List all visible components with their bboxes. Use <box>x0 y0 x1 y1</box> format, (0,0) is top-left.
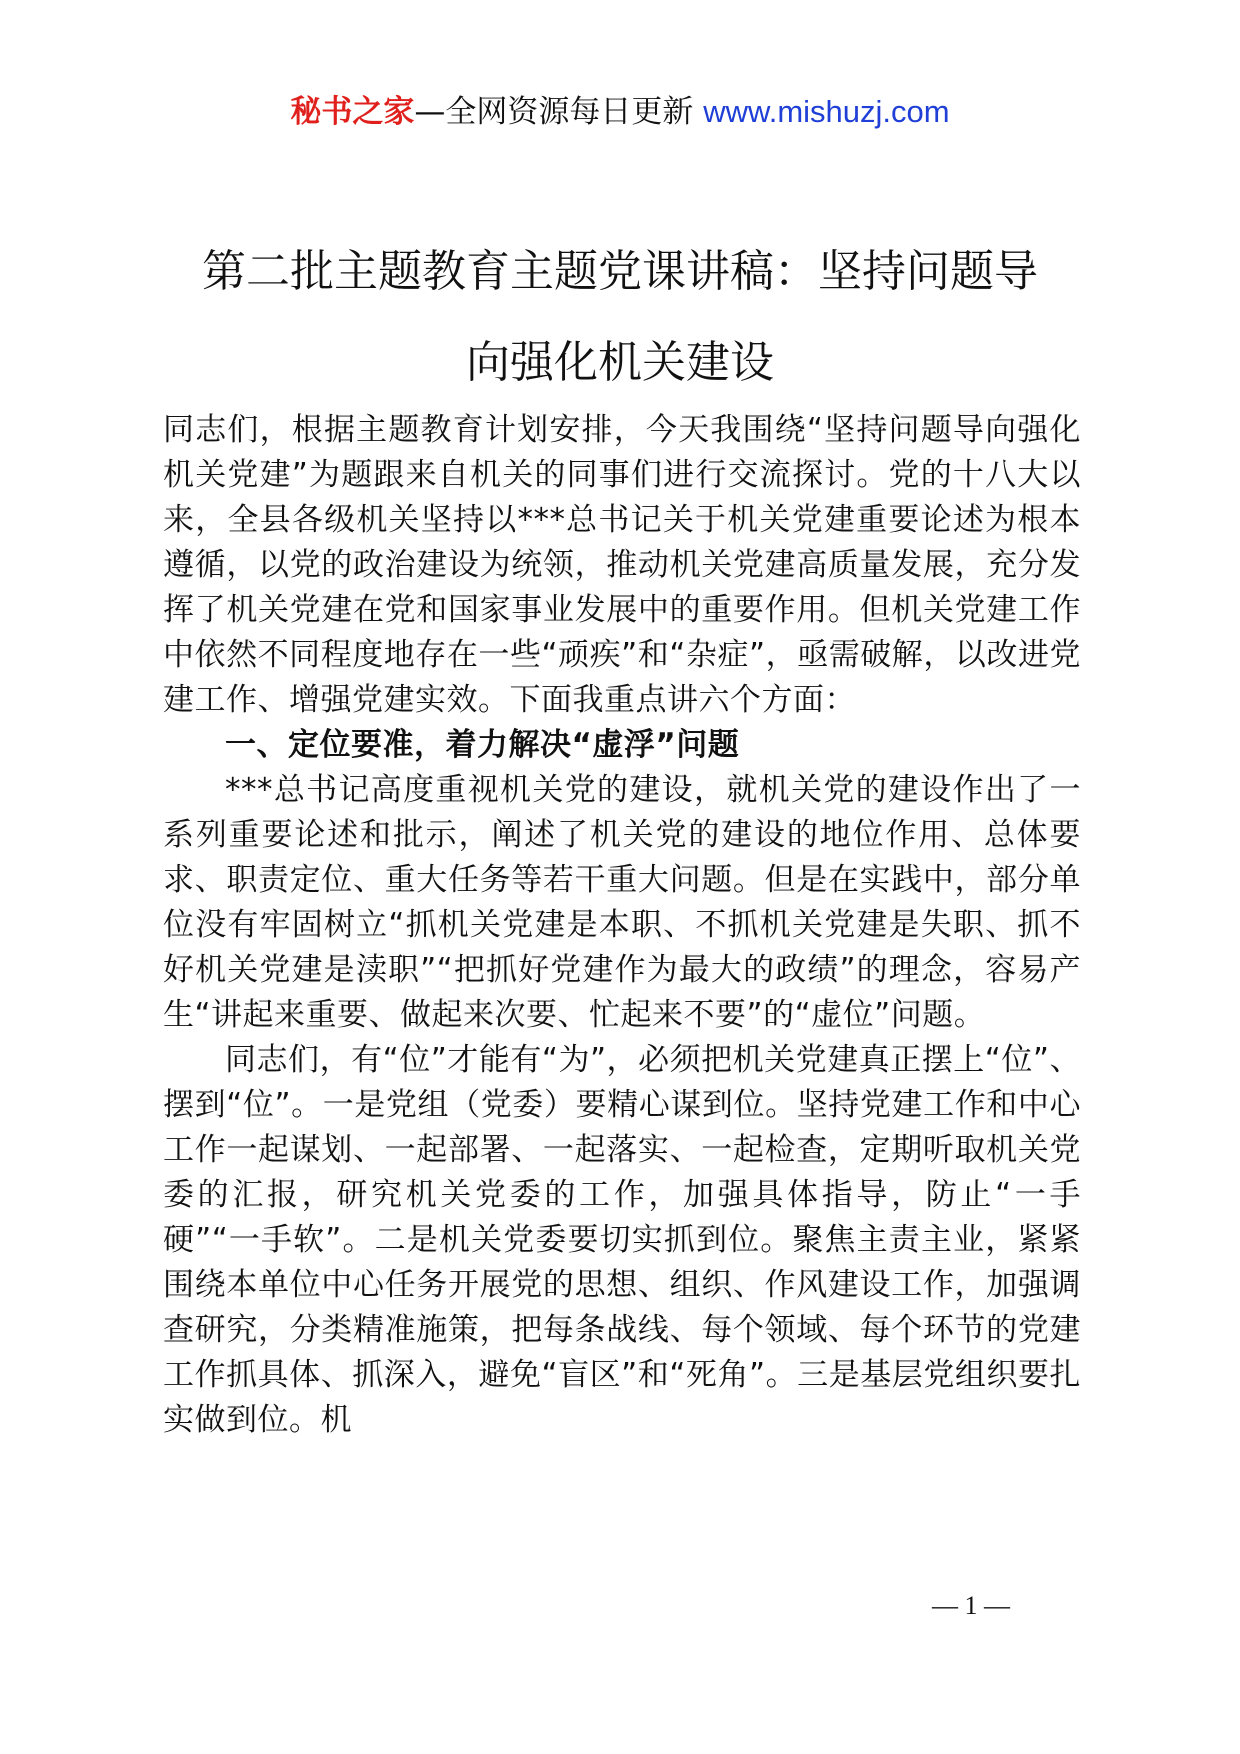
header-tagline: —全网资源每日更新 <box>414 94 704 130</box>
document-title-line-2: 向强化机关建设 <box>466 337 774 388</box>
section-heading-1: 一、定位要准，着力解决“虚浮”问题 <box>225 727 740 763</box>
intro-paragraph: 同志们，根据主题教育计划安排，今天我围绕“坚持问题导向强化机关党建”为题跟来自机关的同事们进行交流探讨。党的十八大以来，全县各级机关坚持以***总书记关于机关党建重要论述为根本遵循，以党的政治建设为统领，推动机关党建高质量发展，充分发挥了机关党建在党和国家事业发展中的重要作用。但机关党建工作中依然不同程度地存在一些“顽疾”和“杂症”，亟需破解，以改进党建工作、增强党建实效。下面我重点讲六个方面： <box>163 412 1081 718</box>
page-number: — 1 — <box>932 1591 1010 1620</box>
document-title-line-1: 第二批主题教育主题党课讲稿：坚持问题导 <box>202 246 1038 297</box>
brand-name: 秘书之家 <box>290 94 415 130</box>
document-body <box>163 408 1081 1443</box>
section-1-paragraph-1: ***总书记高度重视机关党的建设，就机关党的建设作出了一系列重要论述和批示，阐述了机关党的建设的地位作用、总体要求、职责定位、重大任务等若干重大问题。但是在实践中，部分单位没有牢固树立“抓机关党建是本职、不抓机关党建是失职、抓不好机关党建是渎职”“把抓好党建作为最大的政绩”的理念，容易产生“讲起来重要、做起来次要、忙起来不要”的“虚位”问题。 <box>163 772 1081 1033</box>
site-url-link[interactable]: www.mishuzj.com <box>703 94 950 129</box>
site-header <box>0 92 1240 132</box>
section-1-paragraph-2: 同志们，有“位”才能有“为”，必须把机关党建真正摆上“位”、摆到“位”。一是党组（党委）要精心谋到位。坚持党建工作和中心工作一起谋划、一起部署、一起落实、一起检查，定期听取机关党委的汇报，研究机关党委的工作，加强具体指导，防止“一手硬”“一手软”。二是机关党委要切实抓到位。聚焦主责主业，紧紧围绕本单位中心任务开展党的思想、组织、作风建设工作，加强调查研究，分类精准施策，把每条战线、每个领域、每个环节的党建工作抓具体、抓深入，避免“盲区”和“死角”。三是基层党组织要扎实做到位。机 <box>163 1042 1081 1438</box>
